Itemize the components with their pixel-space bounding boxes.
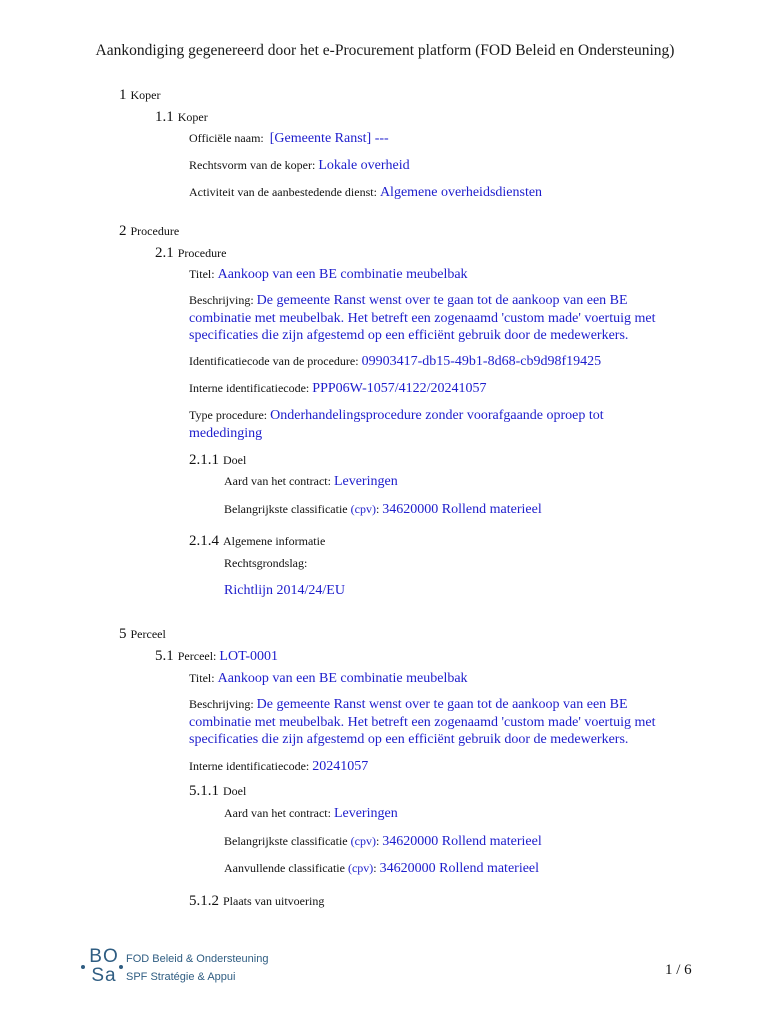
org-name-nl: FOD Beleid & Ondersteuning [126, 953, 269, 965]
bosa-logo [80, 946, 280, 991]
field-value: PPP06W-1057/4122/20241057 [312, 381, 487, 396]
section-2-1-heading [155, 245, 226, 262]
procedure-type [189, 407, 629, 442]
field-value: 09903417-db15-49b1-8d68-cb9d98f19425 [361, 354, 602, 369]
section-title: Doel [223, 784, 247, 798]
field-value: Leveringen [333, 474, 398, 489]
field-label: Activiteit van de aanbestedende dienst: [189, 185, 377, 199]
logo-org-names [126, 950, 268, 986]
procedure-contract-nature [224, 473, 674, 490]
field-label: Titel: [189, 671, 215, 685]
section-number: 5.1.1 [189, 783, 219, 799]
section-5-heading [119, 626, 166, 643]
cpv-label: (cpv) [350, 502, 376, 516]
field-value: Aankoop van een BE combinatie meubelbak [217, 671, 468, 686]
cpv-label: (cpv) [350, 834, 376, 848]
section-number: 1.1 [155, 109, 174, 125]
section-title: Perceel [130, 627, 166, 641]
section-number: 5 [119, 626, 127, 642]
section-title: Procedure [130, 224, 180, 238]
field-label: Beschrijving: [189, 293, 254, 307]
field-value: Aankoop van een BE combinatie meubelbak [217, 267, 468, 282]
procedure-internal-id [189, 380, 669, 397]
buyer-activity [189, 184, 669, 201]
field-label: Titel: [189, 267, 215, 281]
procedure-main-classification: Belangrijkste classificatie (cpv): 34620000 Rollend materieel [224, 502, 542, 517]
section-number: 2 [119, 223, 127, 239]
field-label: Officiële naam: [189, 131, 264, 145]
procedure-description [189, 292, 674, 345]
section-number: 2.1.4 [189, 533, 219, 549]
section-number: 5.1 [155, 648, 174, 664]
field-label: Aard van het contract: [224, 474, 331, 488]
field-value: Algemene overheidsdiensten [379, 185, 543, 200]
section-5-1-2-heading [189, 893, 324, 910]
section-number: 2.1.1 [189, 452, 219, 468]
page-header: Aankondiging gegenereerd door het e-Procurement platform (FOD Beleid en Ondersteuning) [95, 42, 675, 59]
lot-description [189, 696, 674, 749]
field-value: Richtlijn 2014/24/EU [224, 583, 345, 598]
section-title: Plaats van uitvoering [223, 894, 325, 908]
section-number: 5.1.2 [189, 893, 219, 909]
section-2-1-4-heading [189, 533, 325, 550]
field-label: Interne identificatiecode: [189, 759, 310, 773]
field-label: Identificatiecode van de procedure: [189, 354, 359, 368]
section-5-1-heading [155, 648, 278, 665]
field-label: Aard van het contract: [224, 806, 331, 820]
legal-basis-label: Rechtsgrondslag: [224, 556, 308, 570]
procedure-title [189, 266, 669, 283]
field-value: 34620000 Rollend materieel [382, 502, 542, 517]
logo-top-text: BO [89, 946, 119, 967]
lot-main-classification: Belangrijkste classificatie (cpv): 34620000 Rollend materieel [224, 834, 542, 849]
procedure-id [189, 353, 669, 370]
section-title: Procedure [177, 246, 227, 260]
field-value: 34620000 Rollend materieel [382, 834, 542, 849]
field-label: Aanvullende classificatie [224, 861, 345, 875]
field-value: Leveringen [333, 806, 398, 821]
org-name-fr: SPF Stratégie & Appui [126, 971, 236, 983]
field-value: Lokale overheid [318, 158, 410, 173]
section-title: Koper [177, 110, 208, 124]
field-value: De gemeente Ranst wenst over te gaan tot de aankoop van een BE combinatie met meubelbak. Het betreft een zogenaamd 'custom made' voertuig met specificaties die zijn afgestemd op een efficiënt gebruik door de medewerkers. [189, 293, 656, 343]
field-value: De gemeente Ranst wenst over te gaan tot de aankoop van een BE combinatie met meubelbak. Het betreft een zogenaamd 'custom made' voertuig met specificaties die zijn afgestemd op een efficiënt gebruik door de medewerkers. [189, 697, 656, 747]
section-number: 2.1 [155, 245, 174, 261]
legal-basis-value [224, 582, 674, 599]
field-label: Beschrijving: [189, 697, 254, 711]
cpv-label: (cpv) [347, 861, 374, 875]
lot-extra-classification: Aanvullende classificatie (cpv): 34620000 Rollend materieel [224, 861, 540, 876]
section-title: Algemene informatie [223, 534, 326, 548]
section-title: Perceel: [177, 649, 217, 663]
section-number: 1 [119, 87, 127, 103]
field-value: 20241057 [312, 759, 369, 774]
field-label: Belangrijkste classificatie [224, 502, 348, 516]
section-1-heading [119, 87, 161, 104]
field-value: Onderhandelingsprocedure zonder voorafgaande oproep tot mededinging [189, 408, 604, 441]
lot-internal-id [189, 758, 669, 775]
lot-title [189, 670, 669, 687]
section-2-heading [119, 223, 179, 240]
section-title: Doel [223, 453, 247, 467]
field-value: [Gemeente Ranst] --- [269, 131, 389, 146]
buyer-legal-form [189, 157, 669, 174]
section-title: Koper [130, 88, 161, 102]
section-5-1-1-heading [189, 783, 246, 800]
page-number: 1 / 6 [665, 962, 692, 978]
field-label: Interne identificatiecode: [189, 381, 310, 395]
section-1-1-heading [155, 109, 208, 126]
lot-id: LOT-0001 [219, 649, 278, 664]
field-value: 34620000 Rollend materieel [379, 861, 540, 876]
field-label: Rechtsvorm van de koper: [189, 158, 316, 172]
buyer-official-name [189, 130, 669, 147]
section-2-1-1-heading [189, 452, 246, 469]
lot-contract-nature [224, 805, 674, 822]
field-label: Type procedure: [189, 408, 268, 422]
logo-bottom-text: Sa [91, 965, 117, 986]
field-label: Belangrijkste classificatie [224, 834, 348, 848]
